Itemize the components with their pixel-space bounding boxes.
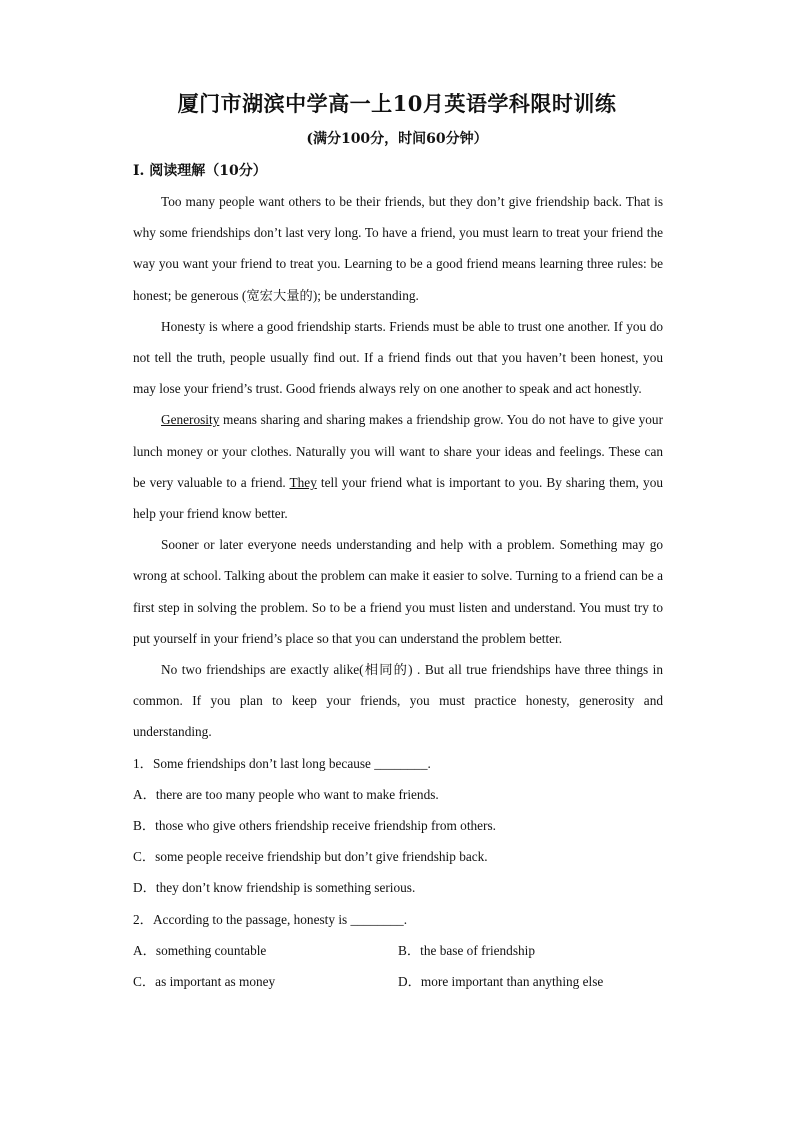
- question-1-option-c: C．some people receive friendship but don’t give friendship back.: [133, 849, 488, 865]
- question-1-stem: 1．Some friendships don’t last long because ________.: [133, 755, 431, 771]
- question-1-option-d: D．they don’t know friendship is something serious.: [133, 880, 416, 896]
- passage-paragraph-3: [133, 404, 663, 529]
- paragraph-3-text-a: means sharing and sharing makes a friendship grow. You do not have to give your lunch money or your clothes. Naturally you will want to share your ideas and feelings. These can be very valuable to a friend.: [133, 412, 663, 490]
- question-2-option-b: B．the base of friendship: [398, 942, 536, 958]
- paragraph-3-text-b: tell your friend what is important to you. By sharing them, you help your friend know better.: [133, 474, 663, 522]
- question-1-option-a: A．there are too many people who want to make friends.: [133, 786, 439, 802]
- underlined-word-generosity: Generosity: [161, 412, 220, 428]
- question-2-options-row-1: [133, 935, 663, 966]
- underlined-word-they: They: [289, 474, 317, 490]
- reading-passage: [133, 186, 663, 997]
- passage-paragraph-5: No two friendships are exactly alike(相同的) . But all true friendships have three things in common. If you plan to keep your friends, you must practice honesty, generosity and understanding.: [133, 662, 663, 740]
- question-1-option-b: B．those who give others friendship receive friendship from others.: [133, 818, 496, 834]
- question-2-option-d: D．more important than anything else: [398, 974, 604, 990]
- page-title: 厦门市湖滨中学高一上10月英语学科限时训练: [177, 91, 617, 116]
- passage-paragraph-4: Sooner or later everyone needs understanding and help with a problem. Something may go wrong at school. Talking about the problem can make it easier to solve. Turning to a friend can be a first step in solving the problem. So to be a friend you must listen and understand. You must try to put yourself in your friend’s place so that you can understand the problem better.: [133, 537, 663, 646]
- passage-paragraph-1: Too many people want others to be their friends, but they don’t give friendship back. That is why some friendships don’t last very long. To have a friend, you must learn to treat your friend the way you want your friend to treat you. Learning to be a good friend means learning three rules: be honest; be generous (宽宏大量的); be understanding.: [133, 194, 663, 303]
- question-2-stem: 2．According to the passage, honesty is ________.: [133, 911, 408, 927]
- page-subtitle: (满分100分，时间60分钟）: [306, 131, 488, 147]
- section-heading: I. 阅读理解（10分）: [133, 163, 267, 179]
- passage-paragraph-2: Honesty is where a good friendship starts. Friends must be able to trust one another. If you do not tell the truth, people usually find out. If a friend finds out that you haven’t been honest, you may lose your friend’s trust. Good friends always rely on one another to speak and act honestly.: [133, 318, 663, 397]
- question-2-option-a: A．something countable: [133, 942, 267, 958]
- question-2-option-c: C．as important as money: [133, 974, 276, 990]
- question-2-options-row-2: [133, 966, 663, 997]
